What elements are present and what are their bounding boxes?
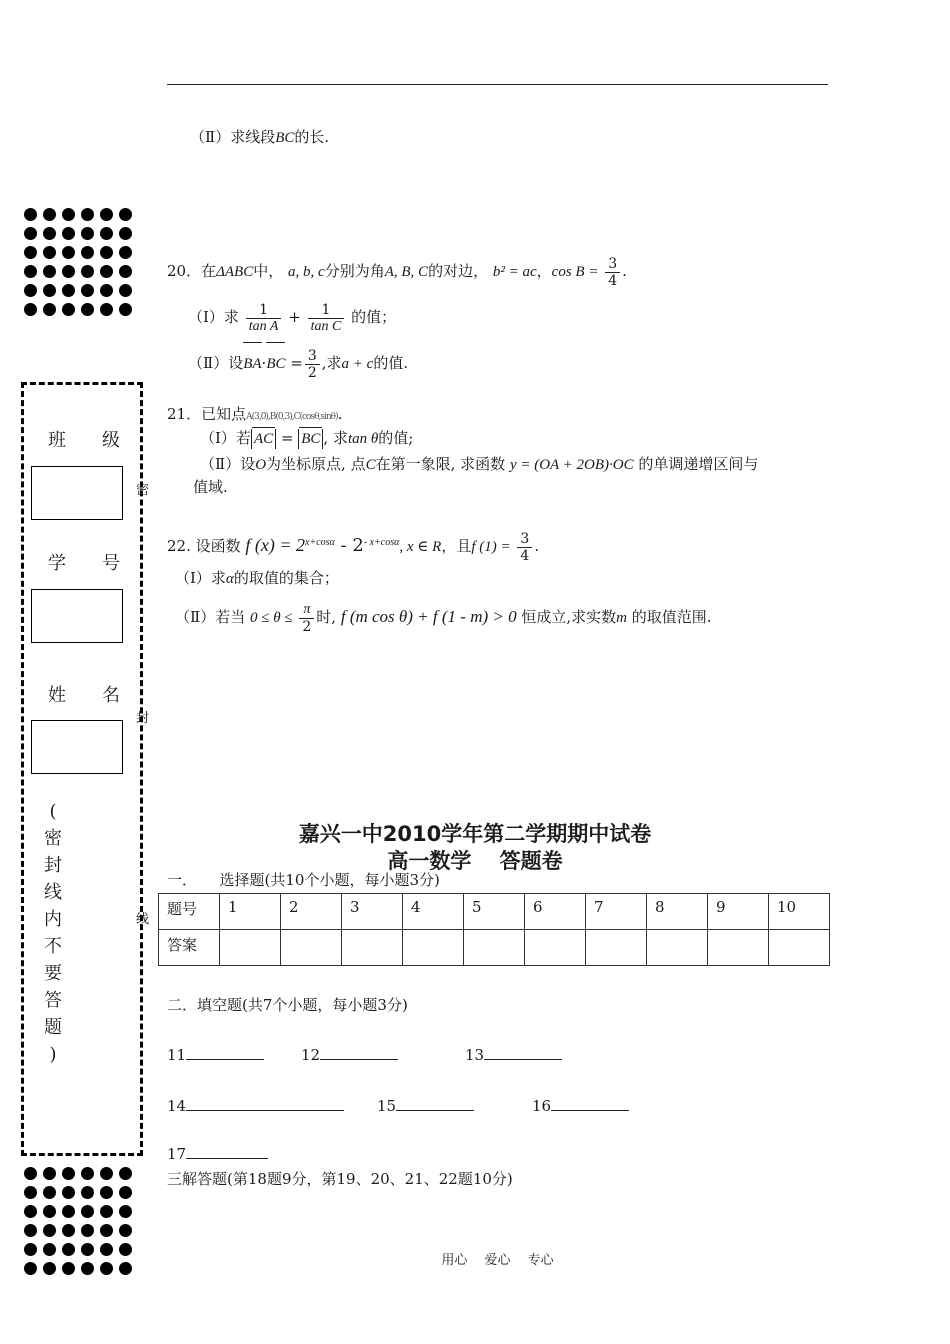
table-cell: 6 [525,894,586,930]
blank-16[interactable]: 16 [532,1096,629,1116]
class-field[interactable] [31,466,123,520]
q22-stem: 22. 设函数 f $(x) = 2^{x+cos\alpha} - 2^{- x+cos\alpha}$, x ∈ R，且f (1) = $\frac{3}{4}$ . [167,530,540,564]
seal-notice-char: 密 [44,828,62,849]
table-cell: 8 [647,894,708,930]
blank-14[interactable]: 14 [167,1096,344,1116]
answer-cell[interactable] [586,930,647,966]
table-cell: 3 [342,894,403,930]
table-row [159,930,830,966]
table-cell: 9 [708,894,769,930]
seal-notice-char: 封 [44,855,62,876]
table-cell: 2 [281,894,342,930]
table-row [159,894,830,930]
name-label: 姓名 [48,685,156,706]
q20-part2: （Ⅱ）设BA·BC = $\frac{3}{2}$ ,求a + c的值. [188,343,408,384]
seal-notice-char: 线 [44,882,62,903]
student-number-field[interactable] [31,589,123,643]
seal-notice-char: 要 [44,963,62,984]
q21-stem: 21．已知点A(3,0),B(0,3),C(cosθ,sinθ). [167,405,343,423]
q21-part2: （Ⅱ）设O为坐标原点, 点C在第一象限, 求函数 y = (OA + 2OB)·OC 的单调递增区间与 [200,455,759,473]
seal-notice-char: 答 [44,990,62,1011]
seal-char-feng: 封 [136,711,150,726]
seal-notice-char: ) [49,1044,57,1065]
blank-11[interactable]: 11 [167,1045,264,1065]
answer-sheet-subtitle: 高一数学 答题卷 [387,849,563,873]
student-number-label: 学号 [48,553,156,574]
q22-part1: （Ⅰ）求α的取值的集合； [175,569,339,587]
answer-cell[interactable] [220,930,281,966]
answer-sheet-title: 嘉兴一中2010学年第二学期期中试卷 [298,822,652,846]
name-field[interactable] [31,720,123,774]
q21-garbled-points: A(3,0),B(0,3),C(cosθ,sinθ) [246,412,338,422]
top-rule [167,84,828,85]
section2-heading: 二．填空题(共7个小题，每小题3分) [167,996,408,1014]
table-cell: 5 [464,894,525,930]
table-cell: 7 [586,894,647,930]
answer-cell[interactable] [464,930,525,966]
class-label: 班级 [48,430,156,451]
seal-char-xian: 线 [136,912,150,927]
page-footer: 用心 爱心 专心 [441,1253,554,1268]
q19-part2: （Ⅱ）求线段BC的长. [190,128,330,146]
table-cell: 4 [403,894,464,930]
seal-notice-char: 内 [44,909,62,930]
choice-answer-table [158,893,830,966]
seal-notice-char: 不 [44,936,62,957]
table-cell: 10 [769,894,830,930]
answer-cell[interactable] [647,930,708,966]
answer-cell[interactable] [403,930,464,966]
seal-char-mi: 密 [136,483,150,498]
answer-cell[interactable] [525,930,586,966]
table-cell: 答案 [159,930,220,966]
table-cell: 1 [220,894,281,930]
answer-cell[interactable] [769,930,830,966]
q20-part1: （Ⅰ）求 $\frac{1}{\text{tan A}}$ + $\frac{1}{\text{tan C}}$ 的值； [188,301,397,334]
q21-part2-line2: 值域. [193,478,228,496]
q20-stem: 20．在ΔABC中， a, b, c分别为角A, B, C的对边， b² = ac，cos B = $\frac{3}{4}$ . [167,255,627,289]
seal-notice-char: ( [49,801,57,822]
section3-heading: 三解答题(第18题9分，第19、20、21、22题10分) [167,1170,513,1188]
answer-cell[interactable] [342,930,403,966]
q22-part2: （Ⅱ）若当 0 ≤ θ ≤ $\frac{\pi}{2}$ 时, f (m cos θ) + f (1 - m) > 0 恒成立,求实数m 的取值范围. [175,601,712,635]
table-cell: 题号 [159,894,220,930]
answer-cell[interactable] [708,930,769,966]
answer-cell[interactable] [281,930,342,966]
section1-heading: 一． 选择题(共10个小题，每小题3分) [167,871,440,889]
seal-notice-char: 题 [44,1017,62,1038]
decorative-dot-grid-top [24,208,132,316]
blank-13[interactable]: 13 [465,1045,562,1065]
q21-part1: （Ⅰ）若 AC = BC , 求tan θ的值; [200,429,414,447]
blank-17[interactable]: 17 [167,1144,268,1164]
blank-12[interactable]: 12 [301,1045,398,1065]
blank-15[interactable]: 15 [377,1096,474,1116]
